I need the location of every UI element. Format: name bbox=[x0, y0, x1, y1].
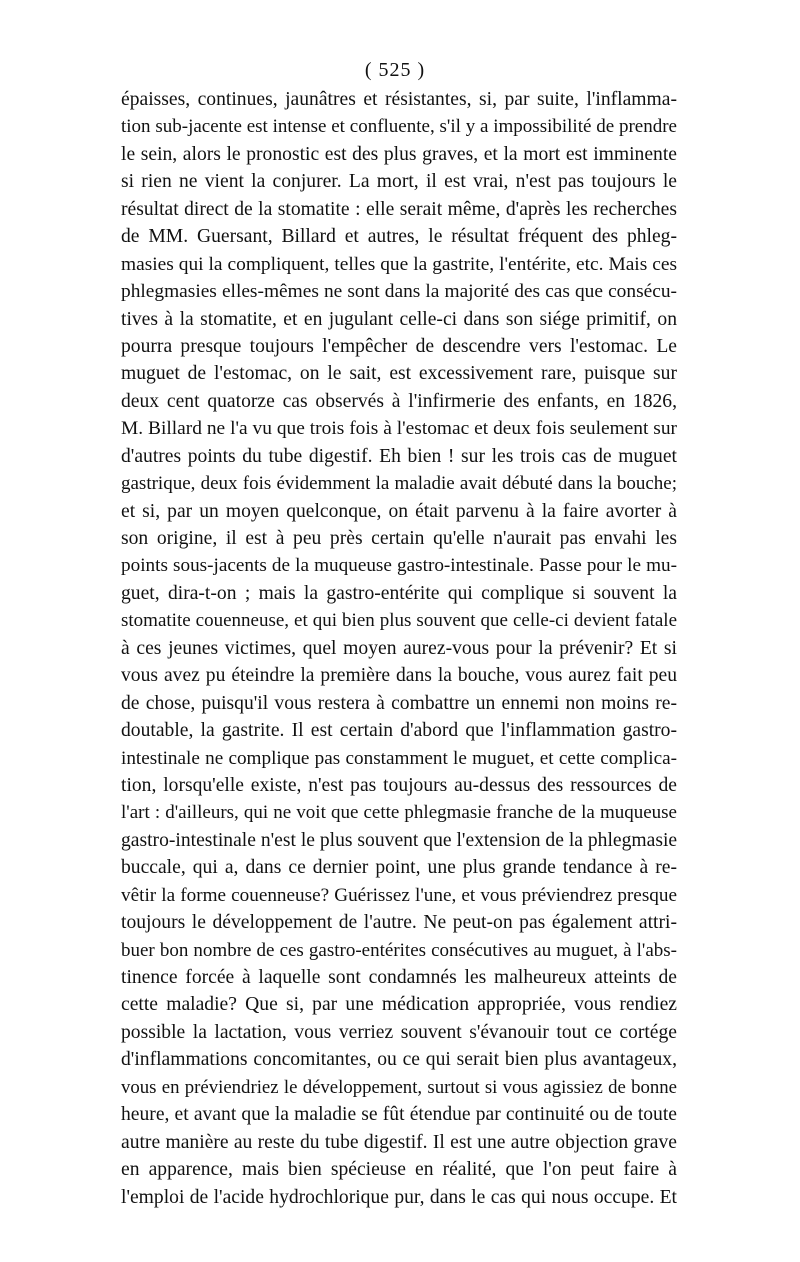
text-line: si rien ne vient la conjurer. La mort, il est vrai, n'est pas toujours le bbox=[121, 171, 677, 193]
text-line: buer bon nombre de ces gastro-entérites consécutives au muguet, à l'abs- bbox=[121, 939, 677, 961]
page-number: ( 525 ) bbox=[364, 59, 426, 81]
text-line: intestinale ne complique pas constamment le muguet, et cette complica- bbox=[121, 747, 677, 769]
text-line: à ces jeunes victimes, quel moyen aurez-vous pour la prévenir? Et si bbox=[121, 637, 677, 659]
text-line: vous avez pu éteindre la première dans la bouche, vous aurez fait peu bbox=[121, 665, 677, 687]
text-line: vous en préviendriez le développement, surtout si vous agissiez de bonne bbox=[121, 1076, 677, 1098]
text-line: tives à la stomatite, et en jugulant celle-ci dans son siége primitif, on bbox=[121, 308, 677, 330]
text-line: tion, lorsqu'elle existe, n'est pas toujours au-dessus des ressources de bbox=[121, 774, 677, 796]
text-line: gastro-intestinale n'est le plus souvent que l'extension de la phlegmasie bbox=[121, 829, 678, 851]
text-line: gastrique, deux fois évidemment la maladie avait débuté dans la bouche; bbox=[121, 473, 677, 495]
text-line: muguet de l'estomac, on le sait, est excessivement rare, puisque sur bbox=[121, 363, 677, 385]
text-line: phlegmasies elles-mêmes ne sont dans la majorité des cas que consécu- bbox=[121, 281, 677, 303]
text-line: buccale, qui a, dans ce dernier point, une plus grande tendance à re- bbox=[121, 857, 677, 879]
text-line: M. Billard ne l'a vu que trois fois à l'estomac et deux fois seulement sur bbox=[121, 418, 677, 440]
text-line: de MM. Guersant, Billard et autres, le résultat fréquent des phleg- bbox=[121, 226, 677, 248]
text-line: masies qui la compliquent, telles que la gastrite, l'entérite, etc. Mais ces bbox=[121, 253, 677, 275]
text-line: guet, dira-t-on ; mais la gastro-entérite qui complique si souvent la bbox=[121, 582, 677, 604]
text-line: tion sub-jacente est intense et confluente, s'il y a impossibilité de prendre bbox=[121, 116, 677, 138]
text-line: son origine, il est à peu près certain qu'elle n'aurait pas envahi les bbox=[121, 528, 677, 549]
text-line: en apparence, mais bien spécieuse en réalité, que l'on peut faire à bbox=[121, 1159, 677, 1181]
text-line: l'art : d'ailleurs, qui ne voit que cette phlegmasie franche de la muqueuse bbox=[121, 802, 677, 824]
text-line: possible la lactation, vous verriez souvent s'évanouir tout ce cortége bbox=[121, 1021, 677, 1043]
text-line: points sous-jacents de la muqueuse gastro-intestinale. Passe pour le mu- bbox=[121, 555, 677, 577]
body-text bbox=[121, 86, 677, 1211]
text-line: et si, par un moyen quelconque, on était parvenu à la faire avorter à bbox=[121, 500, 677, 522]
text-line: deux cent quatorze cas observés à l'infirmerie des enfants, en 1826, bbox=[121, 390, 677, 412]
text-line: résultat direct de la stomatite : elle serait même, d'après les recherches bbox=[121, 198, 677, 220]
text-line: toujours le développement de l'autre. Ne peut-on pas également attri- bbox=[121, 912, 677, 934]
text-line: cette maladie? Que si, par une médication appropriée, vous rendiez bbox=[121, 994, 677, 1016]
text-line: le sein, alors le pronostic est des plus graves, et la mort est imminente bbox=[121, 143, 677, 165]
text-line: autre manière au reste du tube digestif. Il est une autre objection grave bbox=[121, 1131, 677, 1153]
text-line: épaisses, continues, jaunâtres et résistantes, si, par suite, l'inflamma- bbox=[121, 89, 677, 110]
text-line: heure, et avant que la maladie se fût étendue par continuité ou de toute bbox=[121, 1104, 677, 1126]
text-line: tinence forcée à laquelle sont condamnés les malheureux atteints de bbox=[121, 967, 677, 988]
text-line: vêtir la forme couenneuse? Guérissez l'une, et vous préviendrez presque bbox=[121, 884, 677, 906]
text-line: doutable, la gastrite. Il est certain d'abord que l'inflammation gastro- bbox=[121, 720, 677, 742]
text-line: pourra presque toujours l'empêcher de descendre vers l'estomac. Le bbox=[121, 335, 677, 357]
text-line: d'inflammations concomitantes, ou ce qui serait bien plus avantageux, bbox=[121, 1049, 677, 1071]
text-line: l'emploi de l'acide hydrochlorique pur, dans le cas qui nous occupe. Et bbox=[121, 1186, 677, 1208]
text-line: stomatite couenneuse, et qui bien plus souvent que celle-ci devient fatale bbox=[121, 610, 677, 632]
text-line: de chose, puisqu'il vous restera à combattre un ennemi non moins re- bbox=[121, 692, 677, 714]
text-line: d'autres points du tube digestif. Eh bien ! sur les trois cas de muguet bbox=[121, 445, 677, 467]
